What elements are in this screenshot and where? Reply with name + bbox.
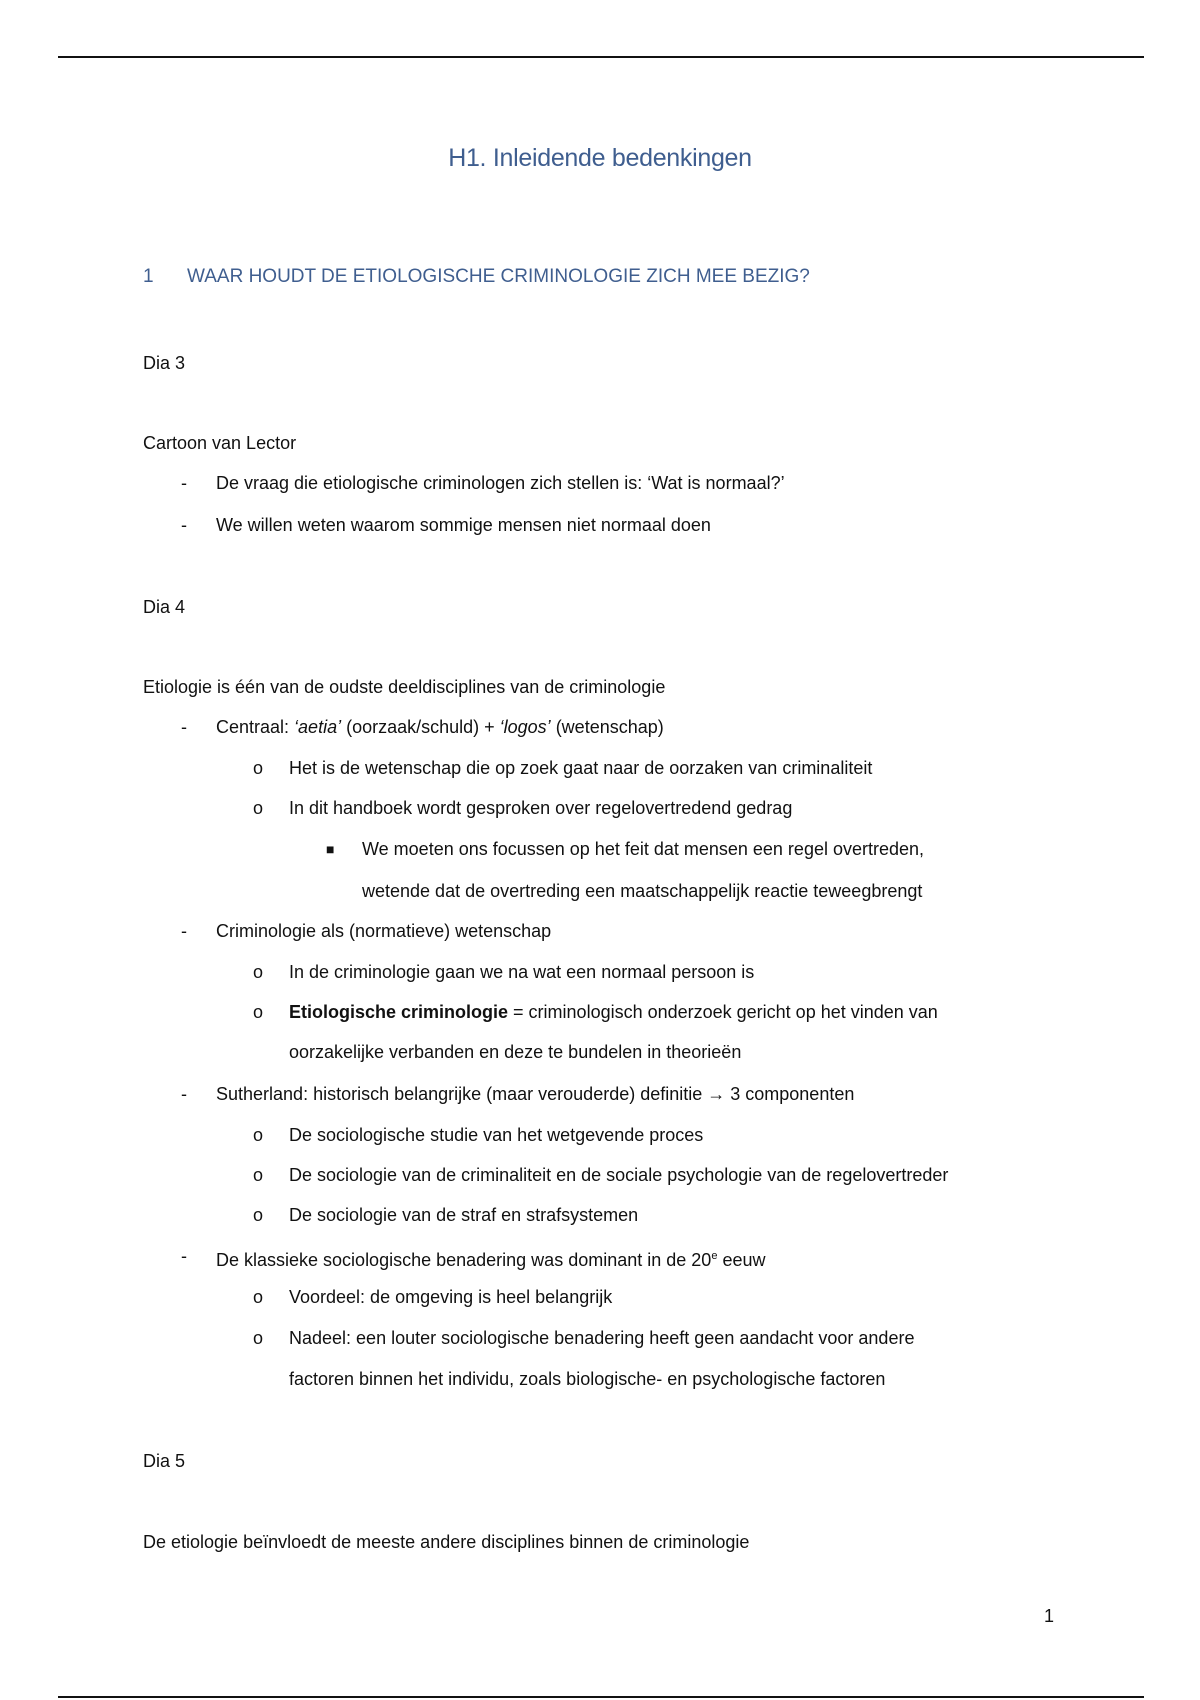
- sub-list-item: De sociologische studie van het wetgevende proces: [289, 1125, 704, 1145]
- sub-list-item: In dit handboek wordt gesproken over regelovertredend gedrag: [289, 798, 793, 818]
- section-number: 1: [143, 266, 154, 287]
- bottom-rule: [58, 1696, 1144, 1698]
- circle-marker: o: [253, 962, 264, 982]
- dia5-text: De etiologie beïnvloedt de meeste andere disciplines binnen de criminologie: [143, 1532, 750, 1552]
- superscript-e: e: [711, 1250, 718, 1262]
- dia3-intro: Cartoon van Lector: [143, 433, 297, 453]
- dia3-label: Dia 3: [143, 353, 186, 373]
- circle-marker: o: [253, 1287, 264, 1307]
- list-item-centraal: [216, 716, 664, 738]
- circle-marker: o: [253, 758, 264, 778]
- definition-text: = criminologisch onderzoek gericht op het vinden van: [508, 1002, 938, 1022]
- page-number: 1: [1044, 1606, 1055, 1626]
- top-rule: [58, 56, 1144, 58]
- circle-marker: o: [253, 798, 264, 818]
- sub-list-item: In de criminologie gaan we na wat een normaal persoon is: [289, 962, 755, 982]
- centraal-term-aetia: ‘aetia’: [294, 717, 342, 737]
- section-heading: [143, 266, 810, 288]
- dash-marker: -: [181, 717, 187, 737]
- page-title: H1. Inleidende bedenkingen: [448, 144, 752, 172]
- subsub-list-item-cont: wetende dat de overtreding een maatschappelijk reactie teweegbrengt: [362, 881, 923, 901]
- section-title: WAAR HOUDT DE ETIOLOGISCHE CRIMINOLOGIE ZICH MEE BEZIG?: [187, 266, 810, 287]
- sub-list-item: [289, 1001, 938, 1023]
- centraal-prefix: Centraal:: [216, 717, 295, 737]
- sub-list-item-cont: oorzakelijke verbanden en deze te bundelen in theorieën: [289, 1042, 742, 1062]
- list-item: De vraag die etiologische criminologen zich stellen is: ‘Wat is normaal?’: [216, 473, 785, 493]
- dia4-label: Dia 4: [143, 597, 186, 617]
- list-item: Criminologie als (normatieve) wetenschap: [216, 921, 552, 941]
- dash-marker: -: [181, 1246, 187, 1266]
- list-item: Sutherland: historisch belangrijke (maar verouderde) definitie → 3 componenten: [216, 1084, 855, 1104]
- centraal-mid: (oorzaak/schuld) +: [341, 717, 500, 737]
- sub-list-item: Voordeel: de omgeving is heel belangrijk: [289, 1287, 613, 1307]
- square-marker: ■: [326, 841, 335, 857]
- dia5-label: Dia 5: [143, 1451, 186, 1471]
- sub-list-item: De sociologie van de criminaliteit en de sociale psychologie van de regelovertreder: [289, 1165, 949, 1185]
- centraal-suffix: (wetenschap): [550, 717, 664, 737]
- circle-marker: o: [253, 1165, 264, 1185]
- circle-marker: o: [253, 1002, 264, 1022]
- list-item: We willen weten waarom sommige mensen niet normaal doen: [216, 515, 711, 535]
- circle-marker: o: [253, 1125, 264, 1145]
- dash-marker: -: [181, 921, 187, 941]
- dia4-intro: Etiologie is één van de oudste deeldisciplines van de criminologie: [143, 677, 666, 697]
- sub-list-item: De sociologie van de straf en strafsystemen: [289, 1205, 639, 1225]
- centraal-term-logos: ‘logos’: [499, 717, 551, 737]
- sub-list-item-cont: factoren binnen het individu, zoals biologische- en psychologische factoren: [289, 1369, 886, 1389]
- list-item: [216, 1245, 765, 1271]
- circle-marker: o: [253, 1328, 264, 1348]
- klassiek-text: De klassieke sociologische benadering was dominant in de 20: [216, 1250, 712, 1270]
- circle-marker: o: [253, 1205, 264, 1225]
- dash-marker: -: [181, 1084, 187, 1104]
- sub-list-item: Het is de wetenschap die op zoek gaat naar de oorzaken van criminaliteit: [289, 758, 873, 778]
- dash-marker: -: [181, 515, 187, 535]
- klassiek-suffix: eeuw: [717, 1250, 766, 1270]
- sub-list-item: Nadeel: een louter sociologische benadering heeft geen aandacht voor andere: [289, 1328, 915, 1348]
- dash-marker: -: [181, 473, 187, 493]
- term-etiologische-criminologie: Etiologische criminologie: [289, 1002, 509, 1022]
- subsub-list-item: We moeten ons focussen op het feit dat mensen een regel overtreden,: [362, 839, 925, 859]
